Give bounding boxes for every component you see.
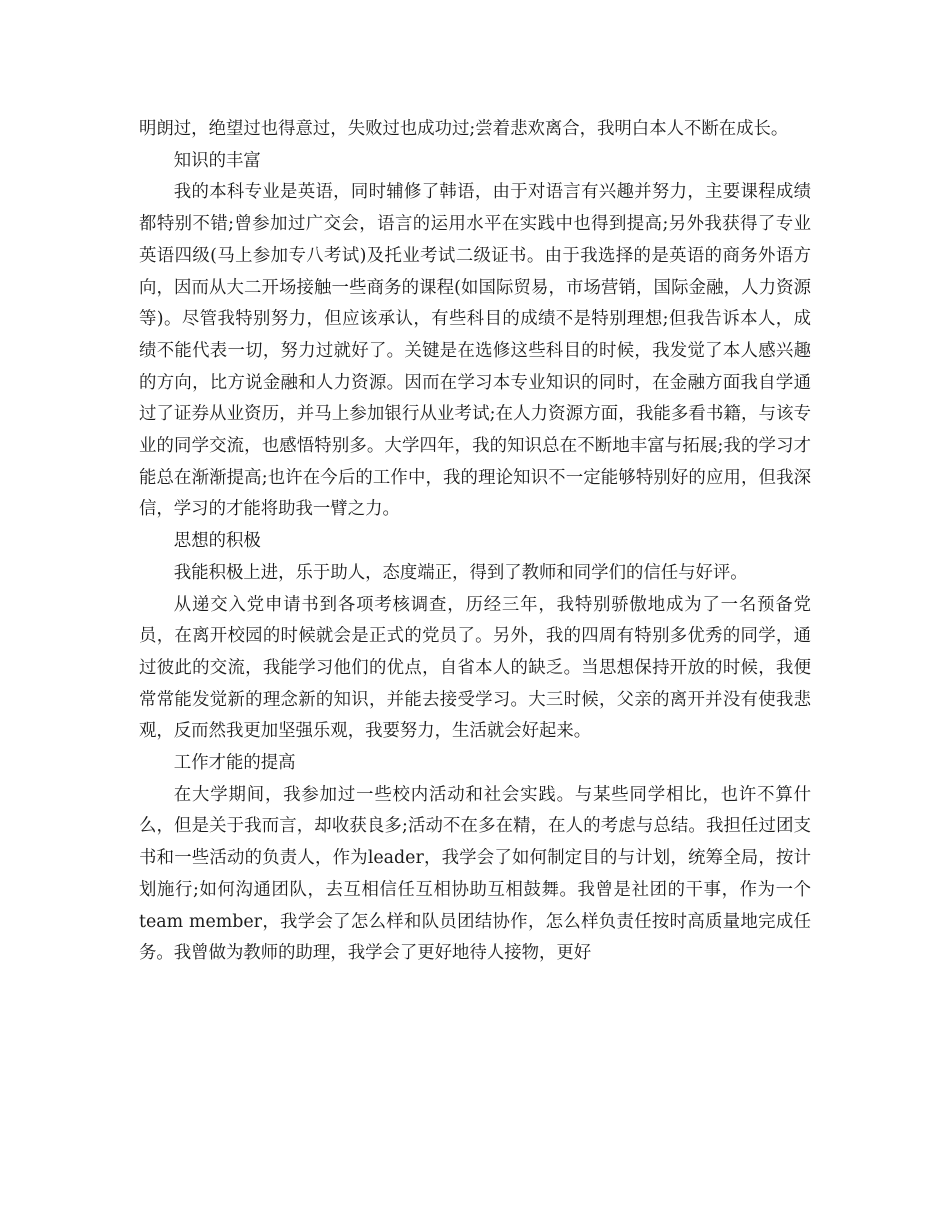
paragraph-continuation: 明朗过，绝望过也得意过，失败过也成功过;尝着悲欢离合，我明白本人不断在成长。: [139, 119, 789, 139]
section-heading-knowledge: 知识的丰富: [173, 150, 261, 171]
paragraph-thought-2: 从递交入党申请书到各项考核调查，历经三年，我特别骄傲地成为了一名预备党员，在离开校园的时候就会是正式的党员了。另外，我的四周有特别多优秀的同学，通过彼此的交流，我能学习他们的优点，自省本人的缺乏。当思想保持开放的时候，我便常常能发觉新的理念新的知识，并能去接受学习。大三时候，父亲的离开并没有使我悲观，反而然我更加坚强乐观，我要努力，生活就会好起来。: [139, 594, 811, 742]
document-body: [139, 114, 811, 970]
section-heading-thought: 思想的积极: [173, 531, 261, 552]
section-heading-work-ability: 工作才能的提高: [173, 753, 296, 774]
paragraph-work-ability: 在大学期间，我参加过一些校内活动和社会实践。与某些同学相比，也许不算什么，但是关于我而言，却收获良多;活动不在多在精，在人的考虑与总结。我担任过团支书和一些活动的负责人，作为leader，我学会了如何制定目的与计划，统筹全局，按计划施行;如何沟通团队，去互相信任互相协助互相鼓舞。我曾是社团的干事，作为一个team member，我学会了怎么样和队员团结协作，怎么样负责任按时高质量地完成任务。我曾做为教师的助理，我学会了更好地待人接物，更好: [139, 784, 811, 964]
paragraph-knowledge: 我的本科专业是英语，同时辅修了韩语，由于对语言有兴趣并努力，主要课程成绩都特别不错;曾参加过广交会，语言的运用水平在实践中也得到提高;另外我获得了专业英语四级(马上参加专八考试)及托业考试二级证书。由于我选择的是英语的商务外语方向，因而从大二开场接触一些商务的课程(如国际贸易，市场营销，国际金融，人力资源等)。尽管我特别努力，但应该承认，有些科目的成绩不是特别理想;但我告诉本人，成绩不能代表一切，努力过就好了。关键是在选修这些科目的时候，我发觉了本人感兴趣的方向，比方说金融和人力资源。因而在学习本专业知识的同时，在金融方面我自学通过了证券从业资历，并马上参加银行从业考试;在人力资源方面，我能多看书籍，与该专业的同学交流，也感悟特别多。大学四年，我的知识总在不断地丰富与拓展;我的学习才能总在渐渐提高;也许在今后的工作中，我的理论知识不一定能够特别好的应用，但我深信，学习的才能将助我一臂之力。: [139, 182, 811, 520]
paragraph-thought-1: 我能积极上进，乐于助人，态度端正，得到了教师和同学们的信任与好评。: [173, 562, 748, 583]
